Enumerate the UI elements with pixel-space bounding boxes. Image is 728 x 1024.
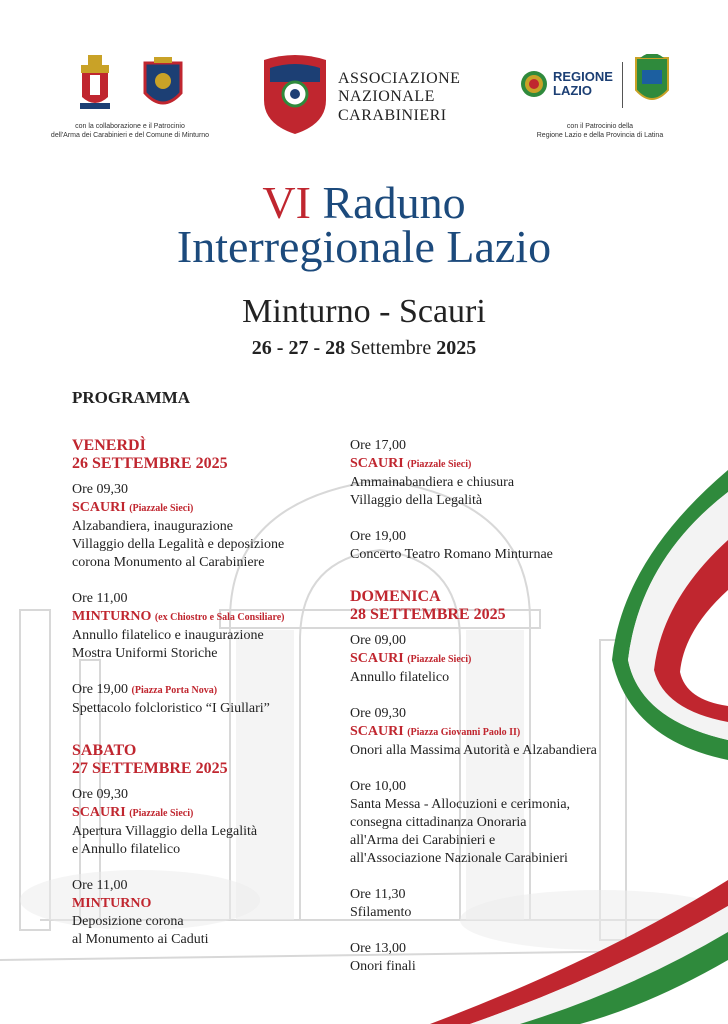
- event-description: Concerto Teatro Romano Minturnae: [350, 547, 553, 562]
- event-place-detail: (Piazza Porta Nova): [131, 685, 218, 696]
- event-place: MINTURNO: [72, 609, 152, 624]
- left-caption-line2: dell'Arma dei Carabinieri e del Comune di Minturno: [50, 132, 210, 140]
- event-time: Ore 09,30: [72, 787, 128, 802]
- event-description: Villaggio della Legalità: [350, 493, 483, 508]
- event-time: Ore 11,00: [72, 591, 128, 606]
- event-description: all'Associazione Nazionale Carabinieri: [350, 851, 568, 866]
- event-item: [72, 590, 332, 663]
- event-place-detail: (Piazzale Sieci): [407, 654, 472, 665]
- event-description: Santa Messa - Allocuzioni e cerimonia,: [350, 797, 571, 812]
- logo-divider: [622, 62, 623, 108]
- anc-shield-logo-icon: [262, 54, 328, 134]
- event-time: Ore 09,00: [350, 633, 406, 648]
- event-description: Annullo filatelico: [350, 670, 450, 685]
- program-right-column: [350, 437, 650, 990]
- event-description: Sfilamento: [350, 905, 412, 920]
- event-time: Ore 17,00: [350, 438, 406, 453]
- day-name-saturday: SABATO: [72, 742, 137, 759]
- event-place: SCAURI: [350, 456, 404, 471]
- day-date-friday: 26 SETTEMBRE 2025: [72, 455, 228, 472]
- event-description: Annullo filatelico e inaugurazione: [72, 628, 264, 643]
- event-time: Ore 19,00: [350, 529, 406, 544]
- event-time: Ore 10,00: [350, 779, 406, 794]
- event-description: Onori alla Massima Autorità e Alzabandiera: [350, 743, 597, 758]
- event-item: [350, 886, 650, 922]
- event-time: Ore 11,30: [350, 887, 406, 902]
- regione-line1: REGIONE: [553, 69, 613, 84]
- assoc-line3: CARABINIERI: [338, 106, 447, 124]
- event-title-line2: Interregionale Lazio: [176, 221, 552, 272]
- event-place-detail: (ex Chiostro e Sala Consiliare): [154, 612, 285, 623]
- event-item: [350, 632, 650, 687]
- event-time: Ore 09,30: [72, 482, 128, 497]
- event-place: MINTURNO: [72, 896, 152, 911]
- event-place: SCAURI: [72, 805, 126, 820]
- event-description: Apertura Villaggio della Legalità: [72, 824, 258, 839]
- assoc-line1: ASSOCIAZIONE: [338, 70, 461, 87]
- event-place: SCAURI: [72, 500, 126, 515]
- event-time: Ore 19,00: [72, 682, 128, 697]
- event-description: Onori finali: [350, 959, 416, 974]
- event-days: 26 - 27 - 28: [251, 337, 346, 359]
- programma-heading: PROGRAMMA: [72, 388, 191, 407]
- day-name-friday: VENERDÌ: [72, 437, 146, 454]
- event-item: [350, 940, 650, 976]
- event-place-detail: (Piazzale Sieci): [129, 808, 194, 819]
- assoc-line2: NAZIONALE: [338, 88, 435, 106]
- day-date-saturday: 27 SETTEMBRE 2025: [72, 760, 228, 777]
- event-description: Ammainabandiera e chiusura: [350, 475, 515, 490]
- regione-line2: LAZIO: [553, 82, 592, 98]
- event-description: al Monumento ai Caduti: [72, 932, 209, 947]
- event-place-detail: (Piazza Giovanni Paolo II): [407, 727, 521, 738]
- title-word-raduno: Raduno: [322, 177, 466, 228]
- event-item: [350, 705, 650, 760]
- event-description: e Annullo filatelico: [72, 842, 181, 857]
- event-place: SCAURI: [350, 724, 404, 739]
- event-place-detail: (Piazzale Sieci): [129, 503, 194, 514]
- event-year: 2025: [436, 337, 477, 359]
- provincia-latina-crest-icon: [632, 54, 672, 110]
- event-description: Villaggio della Legalità e deposizione: [72, 537, 285, 552]
- event-description: Spettacolo folcloristico “I Giullari”: [72, 701, 270, 716]
- event-month: Settembre: [350, 337, 432, 359]
- event-dates: [0, 337, 728, 360]
- right-caption-line2: Regione Lazio e della Provincia di Latina: [536, 132, 664, 140]
- event-description: Mostra Uniformi Storiche: [72, 646, 218, 661]
- event-description: consegna cittadinanza Onoraria: [350, 815, 527, 830]
- left-caption-line1: con la collaborazione e il Patrocinio: [75, 123, 185, 130]
- event-place-detail: (Piazzale Sieci): [407, 459, 472, 470]
- event-item: [72, 786, 332, 859]
- event-time: Ore 09,30: [350, 706, 406, 721]
- minturno-coat-of-arms-icon: [142, 57, 184, 113]
- event-item: [350, 437, 650, 510]
- edition-number: VI: [262, 177, 311, 228]
- event-description: Deposizione corona: [72, 914, 184, 929]
- event-place: SCAURI: [350, 651, 404, 666]
- carabinieri-crest-icon: [78, 55, 112, 113]
- event-item: [72, 481, 332, 572]
- right-caption-line1: con il Patrocinio della: [566, 123, 634, 130]
- event-item: [350, 528, 650, 564]
- event-time: Ore 11,00: [72, 878, 128, 893]
- event-item: [72, 877, 332, 949]
- event-item: [350, 778, 650, 868]
- program-left-column: [72, 437, 332, 963]
- event-description: all'Arma dei Carabinieri e: [350, 833, 496, 848]
- regione-lazio-logo-icon: [520, 70, 548, 98]
- event-description: corona Monumento al Carabiniere: [72, 555, 265, 570]
- event-location: Minturno - Scauri: [242, 293, 486, 330]
- day-name-sunday: DOMENICA: [350, 588, 441, 605]
- event-description: Alzabandiera, inaugurazione: [72, 519, 233, 534]
- event-time: Ore 13,00: [350, 941, 406, 956]
- day-date-sunday: 28 SETTEMBRE 2025: [350, 606, 506, 623]
- event-item: [72, 681, 332, 718]
